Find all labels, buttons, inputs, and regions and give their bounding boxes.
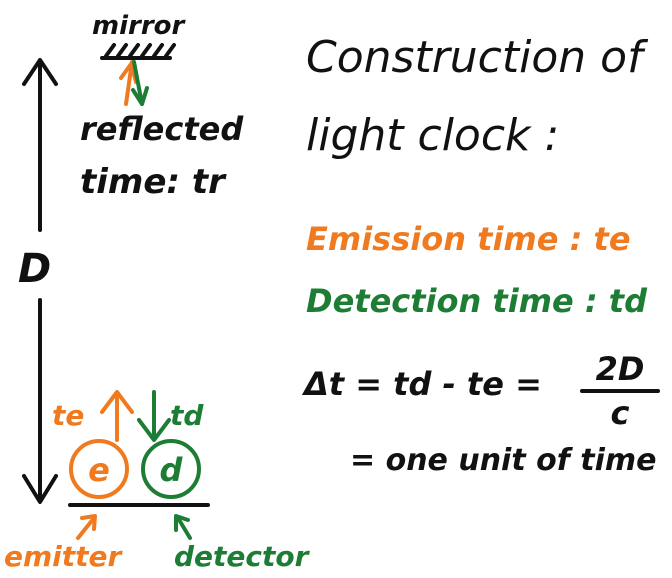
fraction — [582, 350, 658, 432]
fraction-numerator: 2D — [595, 350, 645, 388]
mirror — [92, 11, 187, 58]
reflected-label-line2: time: tr — [80, 162, 225, 202]
detection-arrow-down-icon — [139, 392, 169, 440]
title-line-2: light clock : — [306, 110, 560, 161]
mirror-hatching — [106, 45, 174, 56]
emitter-symbol: e — [88, 451, 110, 489]
reflected-label-line1: reflected — [80, 110, 244, 148]
detector-pointer-icon — [176, 516, 190, 538]
detector-label: detector — [174, 540, 309, 573]
fraction-denominator: c — [610, 394, 630, 432]
title-line-1: Construction of — [306, 32, 643, 83]
equation-left: Δt = td - te = — [304, 365, 542, 403]
emission-time-text: Emission time : te — [306, 220, 631, 258]
equation-unit-text: = one unit of time — [350, 443, 657, 478]
emitter — [71, 441, 127, 497]
detector — [143, 441, 199, 497]
detection-marker-label: td — [170, 399, 204, 432]
detector-symbol: d — [159, 451, 183, 489]
emitter-label: emitter — [4, 540, 122, 573]
distance-label: D — [18, 246, 52, 292]
emission-marker-label: te — [52, 399, 85, 432]
detection-time-text: Detection time : td — [306, 282, 647, 320]
mirror-label: mirror — [92, 11, 185, 41]
emission-arrow-up-icon — [102, 392, 132, 440]
emitter-pointer-icon — [78, 516, 95, 538]
